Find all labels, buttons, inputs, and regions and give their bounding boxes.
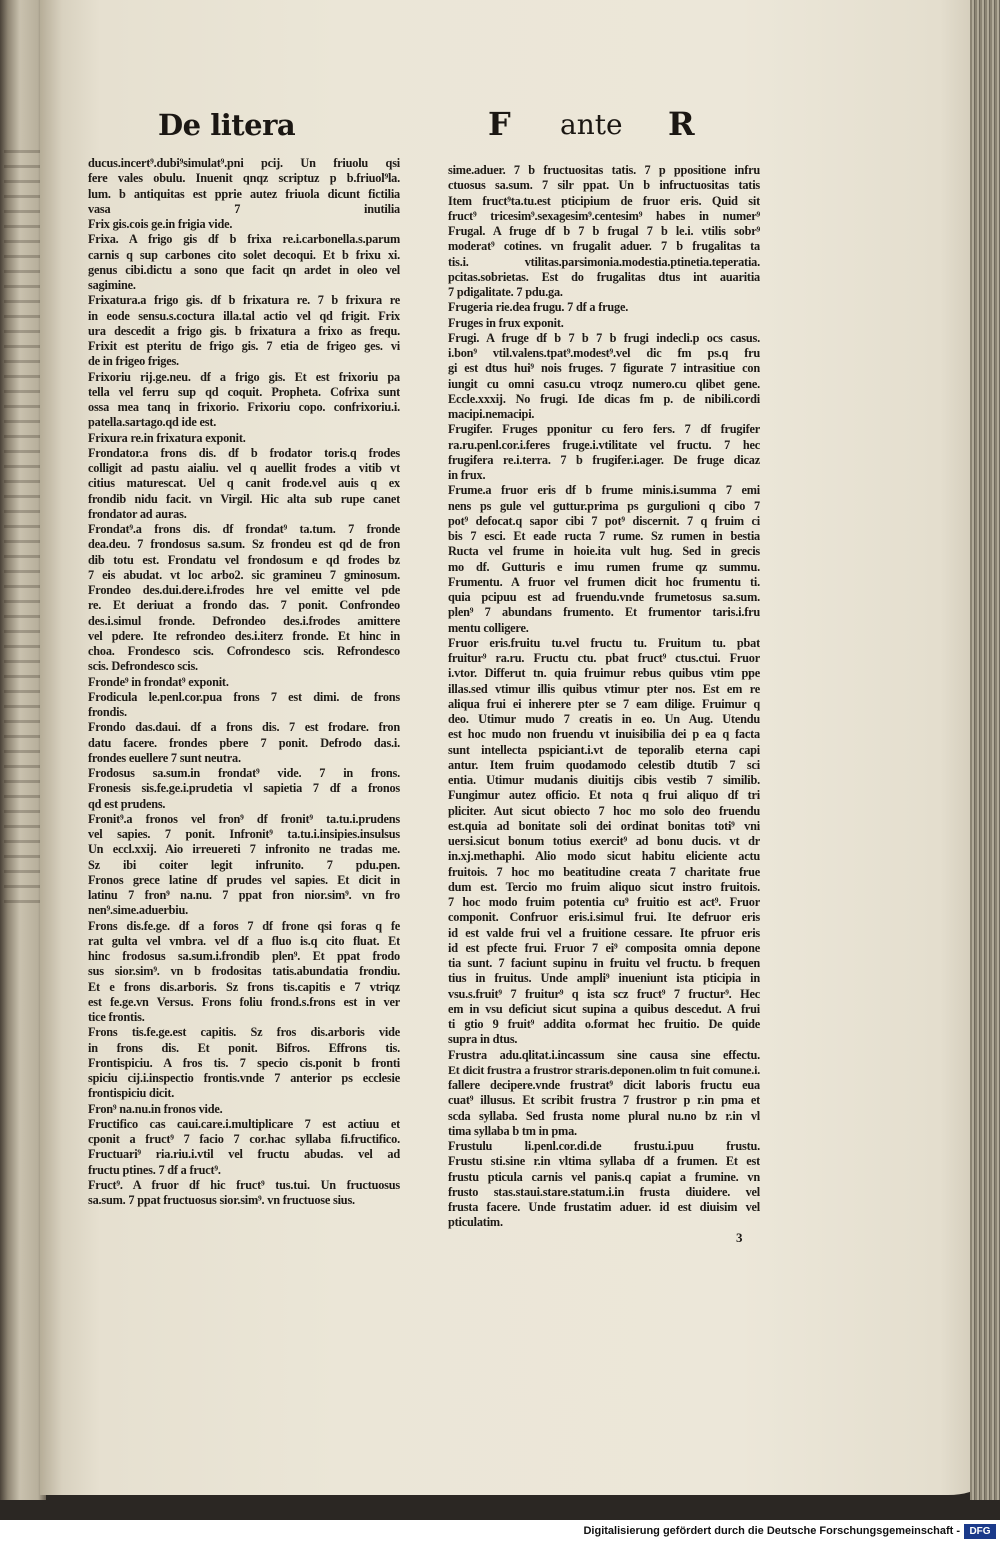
text-line: i.bon⁹ vtil.valens.tpat⁹.modest⁹.vel dic fm ps.q fru xyxy=(448,346,760,360)
text-line: Fronit⁹.a fronos vel fron⁹ df fronit⁹ ta.tu.i.prudens xyxy=(88,811,400,826)
text-line: Frixatura.a frigo gis. df b frixatura re. 7 b frixura re xyxy=(88,293,400,308)
text-line: mo df. Gutturis e imu rumen frume qz summu. xyxy=(448,559,760,574)
text-line: Frustulu li.penl.cor.di.de frustu.i.puu frustu. xyxy=(448,1139,760,1153)
text-line: fruitois. 7 hoc mo beatitudine creata 7 charitate frue xyxy=(448,864,760,879)
text-line: ctuosus sa.sum. 7 silr ppat. Un b infructuositas tatis xyxy=(448,178,760,193)
text-line: in frons dis. Et ponit. Bifros. Effrons tis. xyxy=(88,1040,400,1055)
text-line: Frugi. A fruge df b 7 b 7 b frugi indecli.p ocs casus. xyxy=(448,330,760,345)
text-line: pticulatim. xyxy=(448,1215,503,1230)
footer-credit: Digitalisierung gefördert durch die Deutsche Forschungsgemeinschaft - xyxy=(583,1525,960,1537)
text-line: re. Et deriuat a frondo das. 7 ponit. Confrondeo xyxy=(88,598,400,613)
text-line: frondes euellere 7 sunt neutra. xyxy=(88,750,241,765)
text-line: ura descedit a frigo gis. b frixatura a frixo as frequ. xyxy=(88,323,400,338)
text-line: cponit a fruct⁹ 7 facio 7 cor.hac syllaba fi.fructifico. xyxy=(88,1132,400,1146)
text-line: Et dicit frustra a frustror straris.deponen.olim tn fuit comune.i. xyxy=(448,1062,760,1077)
text-line: i.vtor. Differut tn. quia fruimur rebus quibus vtim ppe xyxy=(448,666,760,681)
text-line: pcitas.sobrietas. Est do frugalitas dtus int auaritia xyxy=(448,269,760,284)
text-line: Sz ibi coiter legit infrunito. 7 pdu.pen. xyxy=(88,857,400,872)
text-line: tia sunt. 7 faciunt supinu in fruitu vel fructu. b frequen xyxy=(448,956,760,970)
right-text-column xyxy=(448,163,760,1231)
running-head-letter-r: R xyxy=(668,105,695,143)
text-line: ducus.incert⁹.dubi⁹simulat⁹.pni pcij. Un friuolu qsi xyxy=(88,156,400,170)
text-line: datu facere. frondes pbere 7 ponit. Defrodo das.i. xyxy=(88,735,400,750)
text-line: Frugeria rie.dea frugu. 7 df a fruge. xyxy=(448,300,629,315)
text-line: Frugal. A fruge df b 7 b frugal 7 b le.i. vtilis sobr⁹ xyxy=(448,224,760,238)
running-head-ante: ante xyxy=(560,108,623,141)
text-line: in eode sensu.s.coctura illa.tal actio vel qd frigit. Frix xyxy=(88,308,400,323)
text-line: sagimine. xyxy=(88,278,136,292)
text-line: uersi.sicut bonum totius exercit⁹ ad bonu ducis. vt dr xyxy=(448,834,760,848)
page-number: 3 xyxy=(736,1230,743,1245)
text-line: Frustra adu.qlitat.i.incassum sine causa sine effectu. xyxy=(448,1047,760,1062)
previous-page-text xyxy=(4,150,40,910)
text-line: Fruges in frux exponit. xyxy=(448,315,564,330)
text-line: quia pcipuu est ad fruendu.vnde frumetosus sa.sum. xyxy=(448,590,760,604)
text-line: id est valde frui vel a fruitione cessare. Ite pfruor eris xyxy=(448,925,760,940)
text-line: ti gtio 9 fruit⁹ addita o.format hec fruitio. De quide xyxy=(448,1017,760,1031)
text-line: est hoc mudo non fruendu vt inuisibilia dei p ea q facta xyxy=(448,727,760,742)
text-line: vel pdere. Ite refrondeo des.i.iterz fronde. Et hinc in xyxy=(88,628,400,643)
page-stack-edge xyxy=(970,0,1000,1500)
text-line: Frume.a fruor eris df b frume minis.i.summa 7 emi xyxy=(448,483,760,498)
text-line: supra in dtus. xyxy=(448,1032,518,1047)
text-line: iungit cu omni casu.cu vtroqz numero.cu qlibet gene. xyxy=(448,376,760,391)
text-line: est fe.ge.vn Versus. Frons foliu frond.s.frons est in ver xyxy=(88,994,400,1009)
text-line: fruitur⁹ ra.ru. Fructu ctu. pbat fruct⁹ ctus.ctui. Fruor xyxy=(448,651,760,665)
text-line: Fructuari⁹ ria.riu.i.vtil vel fructu abudas. vel ad xyxy=(88,1147,400,1162)
text-line: fallere decipere.vnde frustrat⁹ dicit laboris fructu eua xyxy=(448,1078,760,1092)
text-line: tima syllaba b tm in pma. xyxy=(448,1123,577,1138)
text-line: latinu 7 fron⁹ na.nu. 7 ppat fron nior.sim⁹. vn fro xyxy=(88,888,400,902)
text-line: entia. Utimur mudanis diuitijs cibis vestib 7 similib. xyxy=(448,773,760,787)
text-line: Frons tis.fe.ge.est capitis. Sz fros dis.arboris vide xyxy=(88,1025,400,1040)
text-line: Fructifico cas caui.care.i.multiplicare 7 est actiuu et xyxy=(88,1116,400,1131)
text-line: qd est prudens. xyxy=(88,796,166,811)
running-head-letter-f: F xyxy=(488,105,511,143)
text-line: illas.sed vtimur illis quibus vtimur pter nos. Est em re xyxy=(448,681,760,696)
text-line: tis.i. vtilitas.parsimonia.modestia.ptinetia.teperatia. xyxy=(448,254,760,269)
text-line: 7 hoc modo fruim potentia cu⁹ fruitio est act⁹. Fruor xyxy=(448,895,760,909)
text-line: bis 7 esci. Et eade ructa 7 rume. Sz rumen in bestia xyxy=(448,529,760,543)
text-line: ossa mea tanq in frixorio. Frixoriu copo. confrixoriu.i. xyxy=(88,400,400,414)
text-line: tius in fruitus. Unde ampli⁹ inueniunt ista pticipia in xyxy=(448,971,760,986)
text-line: scis. Defrondesco scis. xyxy=(88,659,198,674)
left-text-column xyxy=(88,156,400,1208)
running-head-left: De litera xyxy=(158,108,296,142)
text-line: Un eccl.xxij. Aio irreuereti 7 infronito ne tradas me. xyxy=(88,842,400,857)
text-line: in frux. xyxy=(448,468,486,482)
text-line: spiciu cij.i.inspectio frontis.vnde 7 anterior ps ecclesie xyxy=(88,1071,400,1085)
text-line: Fronde⁹ in frondat⁹ exponit. xyxy=(88,674,229,689)
footer-bar xyxy=(0,1520,1000,1543)
text-line: sime.aduer. 7 b fructuositas tatis. 7 p ppositione infru xyxy=(448,163,760,177)
text-line: Fronos grece latine df prudes vel sapies. Et dicit in xyxy=(88,872,400,887)
text-line: Ructa vel frume in hoie.ita vult hug. Sed in grecis xyxy=(448,544,760,559)
text-line: fruct⁹ tricesim⁹.sexagesim⁹.centesim⁹ habes in numer⁹ xyxy=(448,208,760,223)
text-line: frusto stas.staui.stare.statum.i.in frusta diuidere. vel xyxy=(448,1184,760,1199)
text-line: frustu pticula carnis vel panis.q capiat a frumine. vn xyxy=(448,1169,760,1184)
text-line: Frixoriu rij.ge.neu. df a frigo gis. Et est frixoriu pa xyxy=(88,369,400,384)
text-line: dea.deu. 7 frondosus sa.sum. Sz frondeu est qd de fron xyxy=(88,537,400,552)
text-line: Frixura re.in frixatura exponit. xyxy=(88,430,246,445)
text-line: frondib nidu facit. vn Virgil. Hic alta sub rupe canet xyxy=(88,491,400,506)
text-line: pliciter. Aut sicut obiecto 7 hoc mo solo deo fruendu xyxy=(448,803,760,818)
text-line: carnis q sup carbones cito solet decoqui. Et b frixu xi. xyxy=(88,247,400,262)
text-line: sa.sum. 7 ppat fructuosus sior.sim⁹. vn fructuose sius. xyxy=(88,1193,355,1207)
text-line: Fruct⁹. A fruor df hic fruct⁹ tus.tui. Un fructuosus xyxy=(88,1177,400,1192)
text-line: Frodosus sa.sum.in frondat⁹ vide. 7 in frons. xyxy=(88,766,400,780)
text-line: Frondator.a frons dis. df b frodator toris.q frodes xyxy=(88,445,400,460)
text-line: pot⁹ defocat.q sapor cibi 7 pot⁹ discernit. 7 q fruim ci xyxy=(448,513,760,528)
text-line: Frustu sti.sine r.in vltima syllaba df a frumen. Et est xyxy=(448,1154,760,1169)
text-line: vsu.s.fruit⁹ 7 fruitur⁹ q ista scz fruct⁹ 7 fructur⁹. Hec xyxy=(448,986,760,1001)
text-line: Frondat⁹.a frons dis. df frondat⁹ ta.tum. 7 fronde xyxy=(88,522,400,536)
text-line: Fungimur autez officio. Et nota q frui aliquo df tri xyxy=(448,788,760,803)
text-line: mentu colligere. xyxy=(448,620,529,635)
text-line: Frondeo des.dui.dere.i.frodes hre vel emitte vel pde xyxy=(88,583,400,597)
text-line: tice frontis. xyxy=(88,1010,145,1024)
text-line: Frumentu. A fruor vel frumen dicit hoc frumentu ti. xyxy=(448,574,760,589)
text-line: Frixa. A frigo gis df b frixa re.i.carbonella.s.parum xyxy=(88,232,400,247)
text-line: rat gulta vel vmbra. vel df a fluo is.q cito fluat. Et xyxy=(88,933,400,948)
text-line: Frixit est pteritu de frigo gis. 7 etia de frigeo ges. vi xyxy=(88,339,400,353)
text-line: moderat⁹ cotines. vn frugalit aduer. 7 b frugalitas ta xyxy=(448,239,760,254)
text-line: Eccle.xxxij. No frugi. Ide dicas fm p. de nibili.cordi xyxy=(448,391,760,406)
text-line: 7 eis abudat. vt loc arbo2. sic gramineu 7 gminosum. xyxy=(88,567,400,582)
text-line: nens ps gule vel guttur.prima ps gurgulioni q cibo 7 xyxy=(448,498,760,513)
text-line: Et e frons dis.arboris. Sz frons tis.capitis e 7 vtriqz xyxy=(88,979,400,994)
text-line: vel sapies. 7 ponit. Infronit⁹ ta.tu.i.insipies.insulsus xyxy=(88,827,400,841)
text-line: gi est dtus hui⁹ nois fruges. 7 figurate 7 intrasitiue con xyxy=(448,361,760,376)
text-line: dum est. Tercio mo fruim aliquo sicut instro fruitois. xyxy=(448,879,760,894)
text-line: Frontispiciu. A fros tis. 7 specio cis.ponit b fronti xyxy=(88,1055,400,1070)
text-line: frondis. xyxy=(88,705,127,719)
text-line: lum. b antiquitas est pprie autez friuola dicunt fictilia xyxy=(88,186,400,201)
text-line: tella vel ferru sup qd coquit. Propheta. Cofrixa sunt xyxy=(88,384,400,399)
text-line: dib totu est. Frondatu vel frondosum e qd frodes bz xyxy=(88,552,400,567)
text-line: Item fruct⁹ta.tu.est pticipium de fruor eris. Quid sit xyxy=(448,193,760,208)
text-line: em in vsu deficiut sicut supina a quibus descedut. A frui xyxy=(448,1001,760,1016)
text-line: frusta facere. Unde frustatim aduer. id est diuisim vel xyxy=(448,1200,760,1214)
text-line: vasa 7 inutilia xyxy=(88,201,400,216)
text-line: fere vales obulu. Inuenit qnqz scriptuz p b.friuol⁹la. xyxy=(88,171,400,186)
text-line: colligit ad pastu aialiu. vel q auellit frodes a vitib vt xyxy=(88,461,400,475)
text-line: frondator ad auras. xyxy=(88,506,187,521)
dfg-logo: DFG xyxy=(964,1524,996,1539)
text-line: macipi.nemacipi. xyxy=(448,407,535,421)
text-line: genus cibi.dictu a sono que facit qn ardet in oleo vel xyxy=(88,262,400,277)
text-line: est.quia ad bonitate soli dei ordinat bonitas toti⁹ vni xyxy=(448,818,760,833)
text-line: fructu ptines. 7 df a fruct⁹. xyxy=(88,1162,221,1177)
text-line: Frix gis.cois ge.in frigia vide. xyxy=(88,217,233,231)
text-line: de in frigeo friges. xyxy=(88,354,179,369)
text-line: choa. Frondesco scis. Cofrondesco scis. Refrondesco xyxy=(88,644,400,658)
text-line: in.xj.methaphi. Alio modo sicut habitu eliciente actu xyxy=(448,849,760,864)
text-line: Frugifer. Fruges pponitur cu fero fers. 7 df frugifer xyxy=(448,422,760,437)
text-line: aliqua frui ei inherere pter se 7 eam dilige. Fruimur q xyxy=(448,696,760,711)
text-line: Fron⁹ na.nu.in fronos vide. xyxy=(88,1101,223,1116)
text-line: Frodicula le.penl.cor.pua frons 7 est dimi. de frons xyxy=(88,689,400,704)
text-line: nen⁹.sime.aduerbiu. xyxy=(88,903,188,918)
text-line: 7 pdigalitate. 7 pdu.ga. xyxy=(448,285,563,299)
text-line: des.i.simul fronde. Defrondeo des.i.frodes amittere xyxy=(88,613,400,628)
text-line: frontispiciu dicit. xyxy=(88,1086,175,1101)
text-line: ra.ru.penl.cor.i.feres fruge.i.vtilitate vel fructu. 7 hec xyxy=(448,437,760,452)
text-line: hinc frodosus sa.sum.i.frondib plen⁹. Et ppat frodo xyxy=(88,949,400,963)
text-line: cuat⁹ illusus. Et scribit frustra 7 frustror p r.in pma et xyxy=(448,1093,760,1108)
text-line: antur. Item fruim quodamodo celestib dtutib 7 sci xyxy=(448,757,760,772)
text-line: Frondo das.daui. df a frons dis. 7 est frodare. fron xyxy=(88,720,400,735)
text-line: sunt intellecta pspiciant.i.vt de teporalib eterna capi xyxy=(448,742,760,757)
text-line: patella.sartago.qd ide est. xyxy=(88,415,217,430)
text-line: componit. Confruor eris.i.simul frui. Ite defruor eris xyxy=(448,910,760,925)
text-line: id est pfecte frui. Fruor 7 ei⁹ composita omnia depone xyxy=(448,940,760,955)
text-line: Fruor eris.fruitu tu.vel fructu tu. Fruitum tu. pbat xyxy=(448,635,760,650)
text-line: Frons dis.fe.ge. df a foros 7 df frone qsi foras q fe xyxy=(88,918,400,933)
text-line: scda syllaba. Sed frusta nome plural nu.no bz r.in vl xyxy=(448,1108,760,1123)
text-line: plen⁹ 7 abundans frumento. Et frumentor taris.i.fru xyxy=(448,605,760,620)
text-line: sus sior.sim⁹. vn b frodositas tatis.abundatia frondiu. xyxy=(88,964,400,979)
text-line: citius maturescat. Uel q canit frode.vel auis q ex xyxy=(88,476,400,491)
text-line: frugifera re.i.terra. 7 b frugifer.i.ager. De fruge dicaz xyxy=(448,452,760,467)
text-line: Fronesis sis.fe.ge.i.prudetia vl sapietia 7 df a fronos xyxy=(88,781,400,796)
text-line: deo. Utimur mudo 7 creatis in eo. Un Aug. Utendu xyxy=(448,712,760,726)
